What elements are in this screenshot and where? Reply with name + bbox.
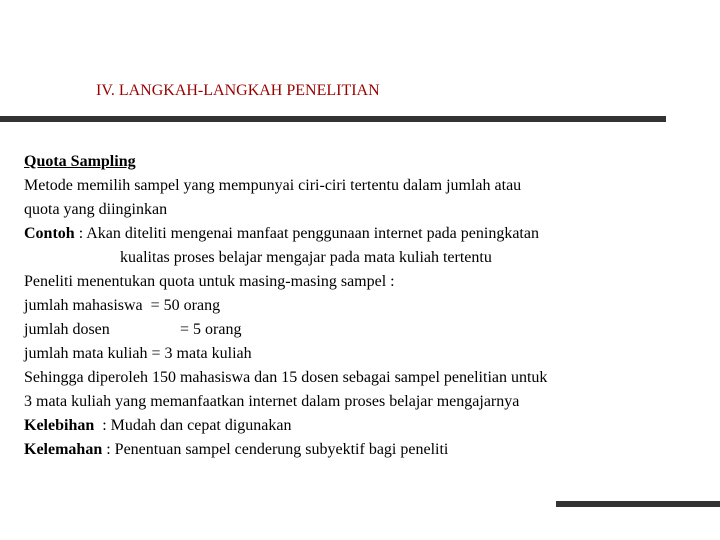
definition-line-2: quota yang diinginkan [24, 201, 168, 218]
result-line-1: Sehingga diperoleh 150 mahasiswa dan 15 dosen sebagai sampel penelitian untuk [24, 369, 548, 386]
bottom-divider-bar [556, 501, 720, 507]
example-separator: : [74, 225, 87, 242]
advantage-line [24, 414, 704, 438]
quota-intro: Peneliti menentukan quota untuk masing-masing sampel : [24, 273, 395, 290]
quota-row-mata-kuliah [24, 342, 704, 366]
quota-value: = 5 orang [180, 321, 242, 338]
definition-line-1: Metode memilih sampel yang mempunyai ciri-ciri tertentu dalam jumlah atau [24, 177, 522, 194]
disadvantage-label: Kelemahan [24, 441, 103, 458]
example-line-1 [24, 222, 704, 246]
quota-label: jumlah mahasiswa [24, 297, 143, 314]
quota-row-mahasiswa [24, 294, 704, 318]
slide-title: IV. LANGKAH-LANGKAH PENELITIAN [96, 82, 380, 99]
quota-row-dosen [24, 318, 704, 342]
quota-label: jumlah mata kuliah [24, 345, 148, 362]
advantage-text: : Mudah dan cepat digunakan [94, 417, 292, 434]
quota-label: jumlah dosen [24, 321, 110, 338]
example-text-1: Akan diteliti mengenai manfaat penggunaan internet pada peningkatan [86, 225, 539, 242]
top-divider-bar [0, 116, 666, 122]
advantage-label: Kelebihan [24, 417, 95, 434]
quota-value: = 50 orang [150, 297, 221, 314]
example-label: Contoh [24, 225, 75, 242]
result-line-2: 3 mata kuliah yang memanfaatkan internet dalam proses belajar mengajarnya [24, 393, 520, 410]
example-line-2: kualitas proses belajar mengajar pada mata kuliah tertentu [120, 249, 492, 266]
section-heading: Quota Sampling [24, 153, 136, 170]
slide-body [24, 150, 704, 462]
quota-value: = 3 mata kuliah [151, 345, 252, 362]
disadvantage-text: : Penentuan sampel cenderung subyektif bagi peneliti [102, 441, 449, 458]
disadvantage-line [24, 438, 704, 462]
